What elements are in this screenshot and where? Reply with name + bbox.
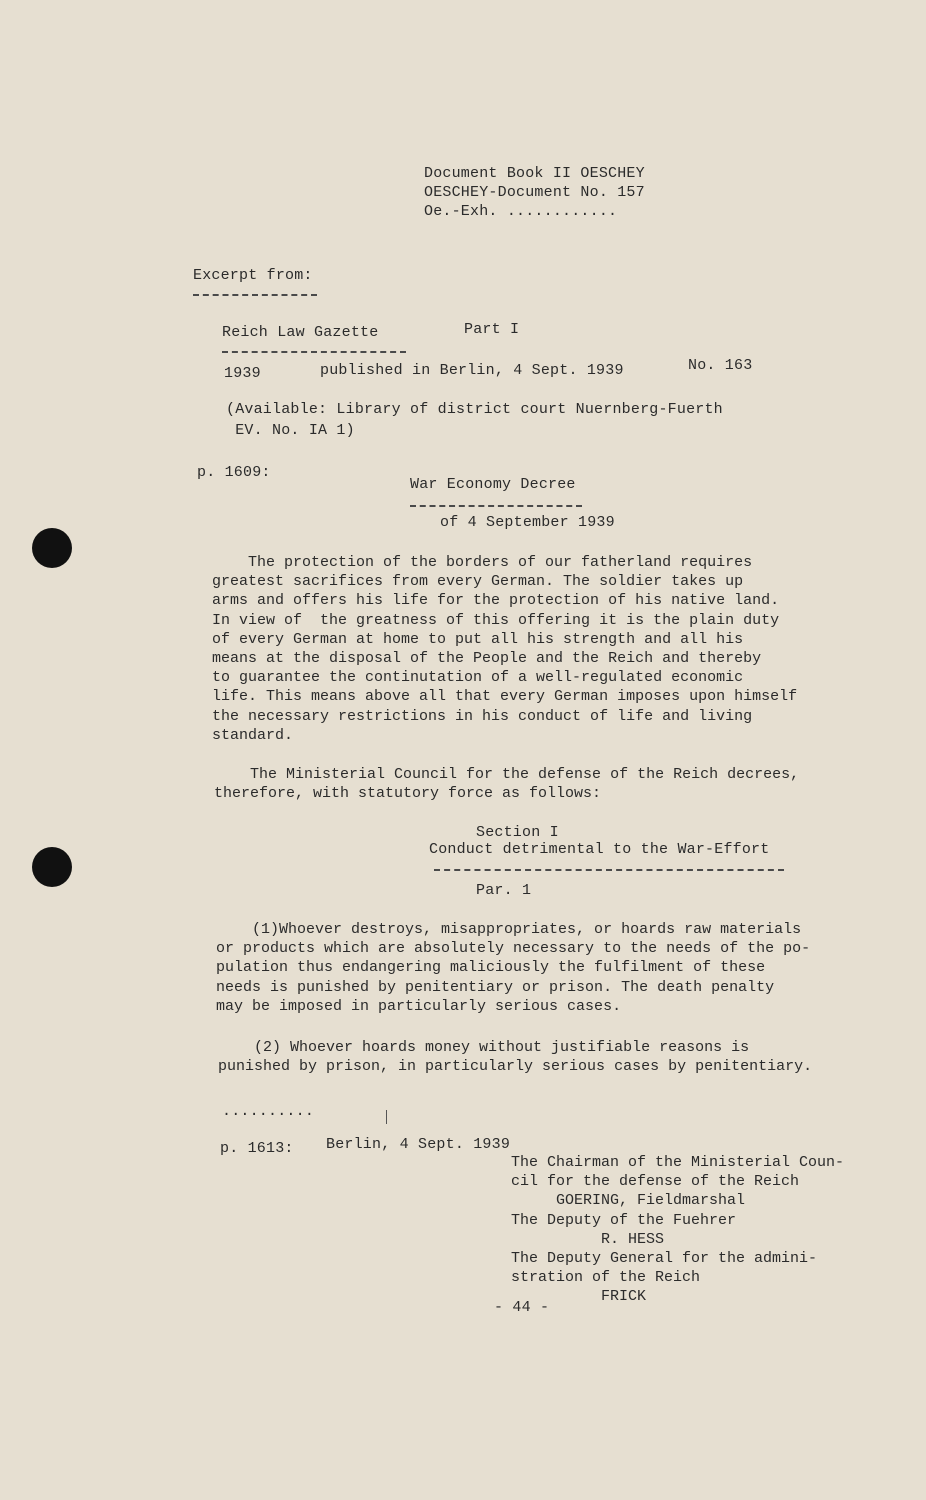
preamble-line: The protection of the borders of our fatherland requires [212, 554, 753, 571]
decree-title-underline [410, 505, 582, 507]
clause-2-line: (2) Whoever hoards money without justifiable reasons is [218, 1039, 750, 1056]
preamble-line: the necessary restrictions in his conduct of life and living [212, 707, 753, 725]
signature-line: R. HESS [511, 1230, 665, 1248]
punch-hole-top [32, 528, 72, 568]
signature-line: The Deputy General for the admini- [511, 1250, 818, 1268]
clause-2 [218, 1038, 812, 1076]
gazette-part: Part I [464, 321, 520, 338]
page-reference-1613: p. 1613: [220, 1140, 294, 1157]
signature-block [511, 1153, 844, 1307]
decree-intro-line: therefore, with statutory force as follows: [214, 785, 602, 803]
decree-intro-paragraph [214, 765, 799, 803]
header-line-2: OESCHEY-Document No. 157 [424, 184, 645, 201]
signing-place-date: Berlin, 4 Sept. 1939 [326, 1136, 511, 1153]
header-line-3: Oe.-Exh. ............ [424, 203, 618, 220]
decree-intro-line: The Ministerial Council for the defense of the Reich decrees, [214, 766, 800, 783]
paragraph-number: Par. 1 [476, 882, 532, 899]
preamble-line: In view of the greatness of this offering it is the plain duty [212, 611, 780, 629]
section-subtitle: Conduct detrimental to the War-Effort [429, 841, 770, 858]
gazette-title: Reich Law Gazette [222, 324, 379, 341]
stray-mark [386, 1110, 387, 1124]
gazette-number: No. 163 [688, 357, 753, 374]
signature-line: cil for the defense of the Reich [511, 1173, 800, 1191]
section-title: Section I [476, 824, 559, 841]
punch-hole-bottom [32, 847, 72, 887]
page-number: - 44 - [494, 1299, 550, 1316]
page-reference-1609: p. 1609: [197, 464, 271, 481]
clause-2-line: punished by prison, in particularly serious cases by penitentiary. [218, 1058, 813, 1076]
preamble-line: means at the disposal of the People and the Reich and thereby [212, 650, 762, 668]
header-line-1: Document Book II OESCHEY [424, 165, 645, 182]
available-line-1: (Available: Library of district court Nuernberg-Fuerth [226, 401, 723, 418]
available-line-2: EV. No. IA 1) [226, 422, 355, 439]
clause-1-line: (1)Whoever destroys, misappropriates, or hoards raw materials [216, 921, 802, 938]
signature-line: FRICK [511, 1288, 647, 1306]
preamble-line: of every German at home to put all his strength and all his [212, 630, 744, 648]
preamble-line: arms and offers his life for the protection of his native land. [212, 592, 780, 610]
gazette-published: published in Berlin, 4 Sept. 1939 [320, 362, 624, 379]
preamble-line: greatest sacrifices from every German. The soldier takes up [212, 573, 744, 591]
clause-1-line: needs is punished by penitentiary or prison. The death penalty [216, 978, 775, 996]
clause-1-line: or products which are absolutely necessary to the needs of the po- [216, 940, 811, 958]
clause-1-line: may be imposed in particularly serious cases. [216, 997, 622, 1015]
signature-line: stration of the Reich [511, 1269, 701, 1287]
signature-line: GOERING, Fieldmarshal [511, 1192, 746, 1210]
clause-1-line: pulation thus endangering maliciously the fulfilment of these [216, 959, 766, 977]
gazette-year: 1939 [224, 365, 261, 382]
section-underline [434, 869, 784, 871]
decree-date: of 4 September 1939 [440, 514, 615, 531]
excerpt-label: Excerpt from: [193, 267, 313, 284]
preamble-line: life. This means above all that every German imposes upon himself [212, 688, 798, 706]
omission-ellipsis: .......... [222, 1103, 315, 1120]
signature-line: The Deputy of the Fuehrer [511, 1211, 737, 1229]
preamble-line: standard. [212, 726, 294, 744]
preamble-line: to guarantee the continutation of a well-regulated economic [212, 669, 744, 687]
decree-title: War Economy Decree [410, 476, 576, 493]
preamble-paragraph [212, 553, 797, 745]
clause-1 [216, 920, 810, 1016]
excerpt-underline [193, 294, 317, 296]
gazette-underline [222, 351, 406, 353]
signature-line: The Chairman of the Ministerial Coun- [511, 1154, 845, 1171]
